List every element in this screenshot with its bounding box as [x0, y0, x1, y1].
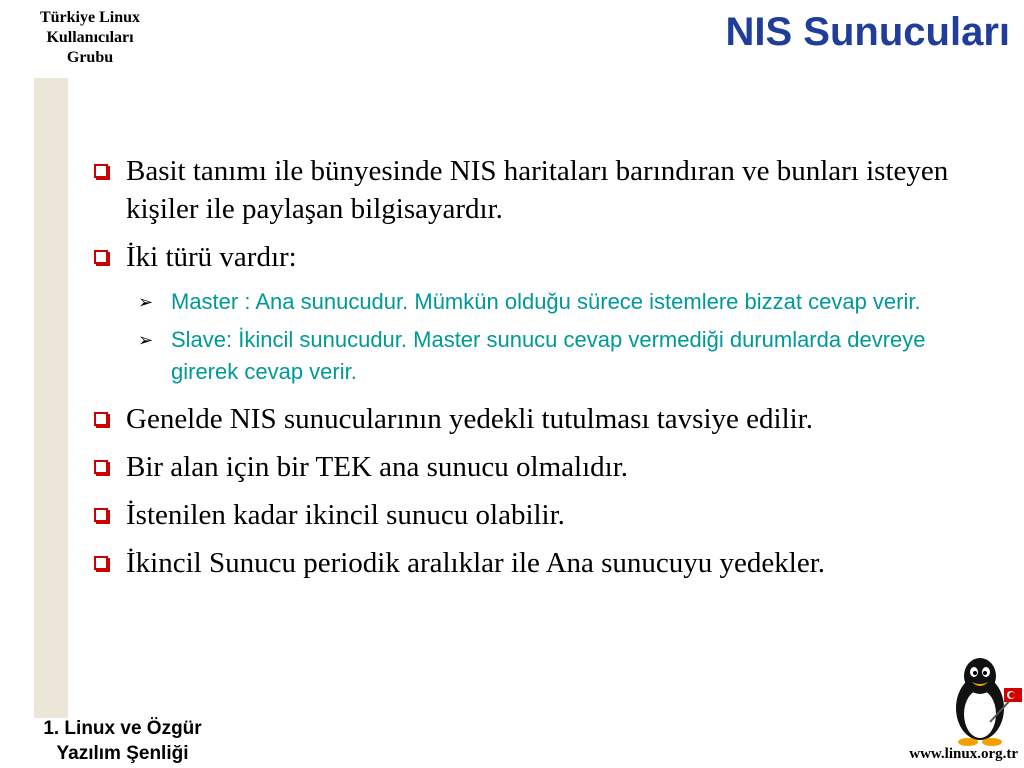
- bullet-item: [90, 496, 960, 534]
- bullet-item: [90, 448, 960, 486]
- org-line-3: Grubu: [66, 49, 114, 66]
- arrow-bullet-icon: ➢: [138, 292, 154, 312]
- square-bullet-icon: [94, 250, 108, 264]
- event-line-1: 1. Linux ve Özgür: [43, 718, 202, 739]
- square-bullet-icon: [94, 508, 108, 522]
- bullet-text: Bir alan için bir TEK ana sunucu olmalıdır.: [126, 451, 629, 483]
- square-bullet-icon: [94, 164, 108, 178]
- side-decoration-bar: [34, 78, 68, 718]
- sub-bullet-item: [90, 324, 960, 388]
- bullet-item: [90, 544, 866, 582]
- arrow-bullet-icon: ➢: [138, 330, 154, 350]
- slide-title: NIS Sunucuları: [725, 10, 1010, 54]
- bullet-text: İstenilen kadar ikincil sunucu olabilir.: [126, 499, 565, 531]
- square-bullet-icon: [94, 412, 108, 426]
- sub-bullet-text: Slave: İkincil sunucudur. Master sunucu cevap vermediği durumlarda devreye girerek cevap verir.: [171, 327, 926, 384]
- org-line-2: Kullanıcıları: [46, 29, 134, 46]
- org-line-1: Türkiye Linux: [39, 9, 141, 26]
- bullet-text: Genelde NIS sunucularının yedekli tutulması tavsiye edilir.: [126, 403, 813, 435]
- bullet-item: [90, 152, 960, 228]
- square-bullet-icon: [94, 460, 108, 474]
- website-url: www.linux.org.tr: [909, 746, 1018, 762]
- tux-penguin-icon: [942, 652, 1024, 748]
- bullet-item: [90, 238, 960, 276]
- bullet-text: Basit tanımı ile bünyesinde NIS haritaları barındıran ve bunları isteyen kişiler ile paylaşan bilgisayardır.: [126, 155, 949, 225]
- sub-bullet-item: [90, 286, 960, 318]
- square-bullet-icon: [94, 556, 108, 570]
- bullet-text: İki türü vardır:: [126, 241, 297, 273]
- bullet-item: [90, 400, 960, 438]
- event-name: [0, 716, 245, 766]
- organization-name: [14, 8, 166, 68]
- sub-bullet-text: Master : Ana sunucudur. Mümkün olduğu sürece istemlere bizzat cevap verir.: [171, 289, 921, 314]
- slide-content: [90, 152, 960, 592]
- bullet-text: İkincil Sunucu periodik aralıklar ile Ana sunucuyu yedekler.: [126, 547, 826, 579]
- event-line-2: Yazılım Şenliği: [56, 743, 189, 764]
